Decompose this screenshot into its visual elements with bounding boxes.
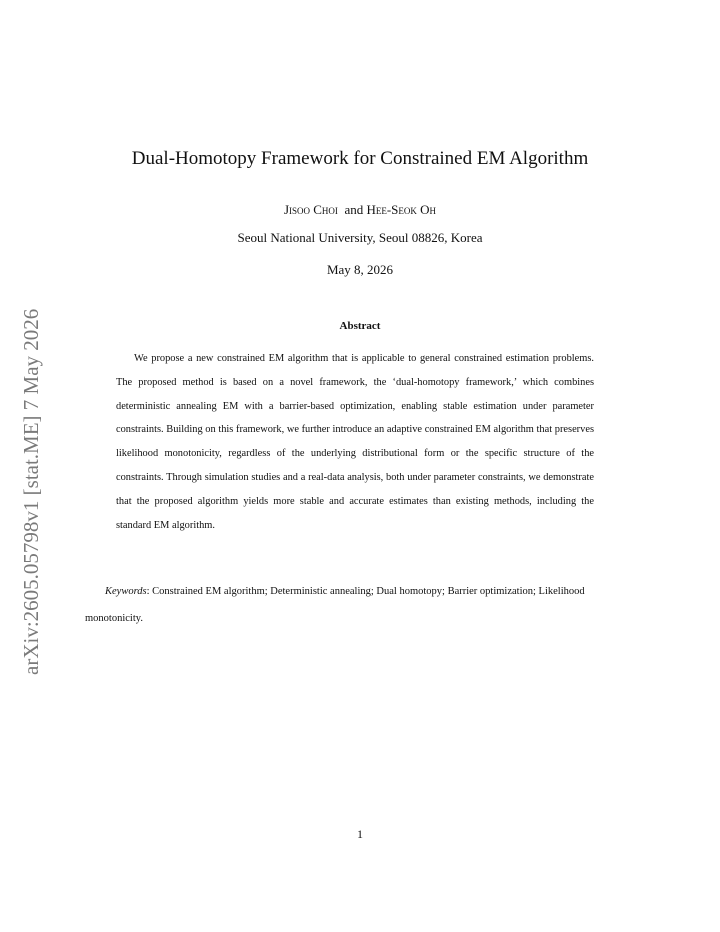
paper-title: Dual-Homotopy Framework for Constrained EM Algorithm xyxy=(131,148,589,169)
keywords-text: : Constrained EM algorithm; Deterministic annealing; Dual homotopy; Barrier optimization; Likelihood monotonicity. xyxy=(85,586,585,624)
author-name: Hee-Seok Oh xyxy=(366,202,437,217)
author-name: Jisoo Choi xyxy=(283,202,338,217)
keywords-label: Keywords xyxy=(105,586,147,597)
author-line xyxy=(0,202,720,218)
page-number: 1 xyxy=(357,827,363,841)
keywords-block xyxy=(85,578,630,632)
abstract-text: We propose a new constrained EM algorithm that is applicable to general constrained estimation problems. The proposed method is based on a novel framework, the ‘dual-homotopy framework,’ which combines deterministic annealing EM with a barrier-based optimization, enabling stable estimation under parameter constraints. Building on this framework, we further introduce an adaptive constrained EM algorithm that preserves likelihood monotonicity, regardless of the underlying distributional form or the specific structure of the constraints. Through simulation studies and a real-data analysis, both under parameter constraints, we demonstrate that the proposed algorithm yields more stable and accurate estimates than existing methods, including the standard EM algorithm. xyxy=(116,353,594,531)
publication-date: May 8, 2026 xyxy=(326,262,394,277)
abstract-heading: Abstract xyxy=(339,320,381,332)
author-separator: and xyxy=(344,202,364,217)
affiliation: Seoul National University, Seoul 08826, Korea xyxy=(237,230,483,245)
arxiv-identifier-stamp: arXiv:2605.05798v1 [stat.ME] 7 May 2026 xyxy=(19,308,43,675)
